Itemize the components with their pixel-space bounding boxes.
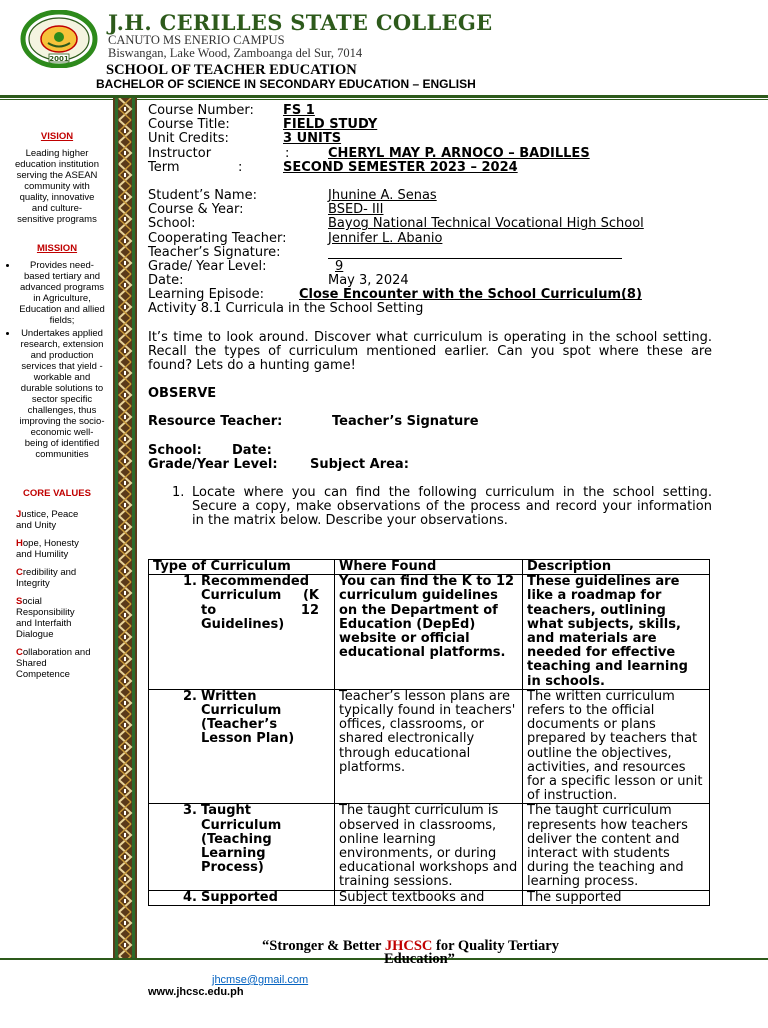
signature-line: [328, 258, 622, 259]
decorative-woven-border: [113, 98, 137, 960]
school-row: School: Bayog National Technical Vocational High School: [148, 216, 644, 232]
core-value-item: Justice, Peace and Unity: [16, 509, 79, 531]
activity-row: [148, 302, 712, 316]
vision-text: Leading higher education institution serving the ASEAN community with quality, innovative and culture-sensitive programs: [15, 148, 99, 225]
grade-subject-row: Grade/Year Level: Subject Area:: [148, 456, 409, 472]
mission-heading: MISSION: [36, 243, 78, 254]
college-motto-line2: Education”: [384, 951, 455, 967]
description-cell: These guidelines are like a roadmap for teachers, outlining what subjects, skills, and materials are needed for effective teaching and learning in schools.: [523, 575, 710, 690]
cooperating-teacher-row: Cooperating Teacher: Jennifer L. Abanio: [148, 230, 443, 246]
college-seal-logo: [18, 10, 100, 68]
intro-paragraph: It’s time to look around. Discover what curriculum is operating in the school setting. Recall the types of curriculum mentioned earlier. Can you spot where these are found? Lets do a hunting game!: [148, 329, 712, 374]
mission-list: [0, 260, 114, 460]
curriculum-type: Taught Curriculum (Teaching Learning Process): [201, 803, 282, 876]
instructor-row: Instructor : CHERYL MAY P. ARNOCO – BADILLES: [148, 145, 590, 161]
grade-level: 9: [335, 258, 344, 274]
table-row: 1. Recommended Curriculum (K to 12 Guidelines) You can find the K to 12 curriculum guidelines on the Department of Education (DepEd) website or official educational platforms. These guidelines are like a roadmap for teachers, outlining what subjects, skills, and materials are needed for effective teaching and learning in schools.: [149, 575, 710, 690]
curriculum-type: Recommended Curriculum (K to 12 Guidelines): [201, 574, 319, 632]
email-link[interactable]: jhcmse@gmail.com: [212, 974, 309, 986]
course-number: FS 1: [283, 103, 315, 118]
resource-teacher-row: Resource Teacher: Teacher’s Signature: [148, 414, 479, 430]
header-where: Where Found: [335, 560, 523, 575]
course-number-row: Course Number: FS 1: [148, 103, 315, 118]
mission-item: • Undertakes applied research, extension and production services that yield - workable and durable solutions to sector specific challenges, thus improving the socio-economic well- being of identified communities: [18, 328, 106, 460]
core-values-list: [0, 509, 114, 680]
campus-address: Biswangan, Lake Wood, Zamboanga del Sur, 7014: [108, 46, 363, 60]
core-value-item: Collaboration and Shared Competence: [16, 647, 91, 680]
table-header-row: [149, 560, 710, 575]
unit-credits-row: Unit Credits: 3 UNITS: [148, 131, 342, 147]
header-description: Description: [523, 560, 710, 575]
where-found-cell: Teacher’s lesson plans are typically found in teachers' offices, classrooms, or shared electronically through educational platforms.: [335, 689, 523, 804]
website-link[interactable]: www.jhcsc.edu.ph: [148, 986, 244, 998]
header-type: Type of Curriculum: [149, 560, 335, 575]
grade-level-row: Grade/ Year Level: 9: [148, 258, 344, 274]
core-value-item: Social Responsibility and Interfaith Dialogue: [16, 596, 75, 640]
learning-episode: Close Encounter with the School Curriculum(8): [299, 287, 642, 303]
where-found-cell: The taught curriculum is observed in classrooms, online learning environments, or during educational workshops and training sessions.: [335, 804, 523, 890]
learning-episode-row: Learning Episode: Close Encounter with the School Curriculum(8): [148, 287, 642, 303]
campus-name: CANUTO MS ENERIO CAMPUS: [108, 33, 285, 47]
core-value-item: Credibility and Integrity: [16, 567, 77, 589]
svg-text:2001: 2001: [49, 55, 69, 63]
curriculum-type: Written Curriculum (Teacher’s Lesson Plan): [201, 688, 295, 747]
college-motto: “Stronger & Better JHCSC for Quality Tertiary: [262, 938, 559, 954]
school-name: SCHOOL OF TEACHER EDUCATION: [106, 62, 357, 78]
date-value: May 3, 2024: [328, 273, 409, 289]
school-date-row: School: Date:: [148, 442, 272, 458]
term-row: Term : SECOND SEMESTER 2023 – 2024: [148, 159, 518, 175]
description-cell: The taught curriculum represents how teachers deliver the content and interact with students during the teaching and learning process.: [523, 804, 710, 890]
unit-credits: 3 UNITS: [283, 131, 342, 147]
program-name: BACHELOR OF SCIENCE IN SECONDARY EDUCATION – ENGLISH: [96, 77, 476, 91]
student-name: Jhunine A. Senas: [328, 187, 437, 203]
date-row: Date: May 3, 2024: [148, 273, 409, 289]
main-content: [148, 104, 712, 529]
school-value: Bayog National Technical Vocational High School: [328, 216, 644, 232]
table-row: 4. Supported Subject textbooks and The supported: [149, 890, 710, 905]
activity-title: Activity 8.1 Curricula in the School Setting: [148, 301, 424, 317]
course-year-row: Course & Year: BSED- III: [148, 202, 384, 218]
mission-item: • Provides need-based tertiary and advanced programs in Agriculture, Education and allied fields;: [18, 260, 106, 326]
sidebar: [0, 120, 114, 840]
where-found-cell: Subject textbooks and: [335, 890, 523, 905]
course-title-row: Course Title: FIELD STUDY: [148, 117, 378, 133]
table-row: 2. Written Curriculum (Teacher’s Lesson Plan) Teacher’s lesson plans are typically found in teachers' offices, classrooms, or shared electronically through educational platforms. The written curriculum refers to the official documents or plans prepared by teachers that outline the objectives, activities, and resources for a specific lesson or unit of instruction.: [149, 689, 710, 804]
curriculum-type: Supported: [201, 889, 278, 905]
description-cell: The written curriculum refers to the official documents or plans prepared by teachers that outline the objectives, activities, and resources for a specific lesson or unit of instruction.: [523, 689, 710, 804]
observe-heading: OBSERVE: [148, 386, 217, 402]
course-title: FIELD STUDY: [283, 117, 378, 133]
instructor-name: CHERYL MAY P. ARNOCO – BADILLES: [328, 145, 590, 161]
instruction-text: Locate where you can find the following curriculum in the school setting. Secure a copy, make observations of the process and record your information in the matrix below. Describe your observations.: [192, 484, 712, 529]
table-row: 3. Taught Curriculum (Teaching Learning Process) The taught curriculum is observed in classrooms, online learning environments, or during educational workshops and training sessions. The taught curriculum represents how teachers deliver the content and interact with students during the teaching and learning process.: [149, 804, 710, 890]
college-name: J.H. CERILLES STATE COLLEGE: [108, 10, 493, 35]
teacher-signature-row: Teacher’s Signature:: [148, 246, 712, 260]
cooperating-teacher: Jennifer L. Abanio: [328, 230, 443, 246]
where-found-cell: You can find the K to 12 curriculum guidelines on the Department of Education (DepEd) website or official educational platforms.: [335, 575, 523, 690]
vision-heading: VISION: [40, 131, 74, 142]
core-value-item: Hope, Honesty and Humility: [16, 538, 79, 560]
term-value: SECOND SEMESTER 2023 – 2024: [283, 159, 518, 175]
student-name-row: Student’s Name: Jhunine A. Senas: [148, 187, 437, 203]
description-cell: The supported: [523, 890, 710, 905]
core-values-heading: CORE VALUES: [23, 488, 91, 499]
curriculum-matrix-table: [148, 559, 710, 906]
instruction-item: 1. Locate where you can find the following curriculum in the school setting. Secure a copy, make observations of the process and record your information in the matrix below. Describe your observations.: [148, 486, 712, 529]
course-year: BSED- III: [328, 202, 384, 218]
